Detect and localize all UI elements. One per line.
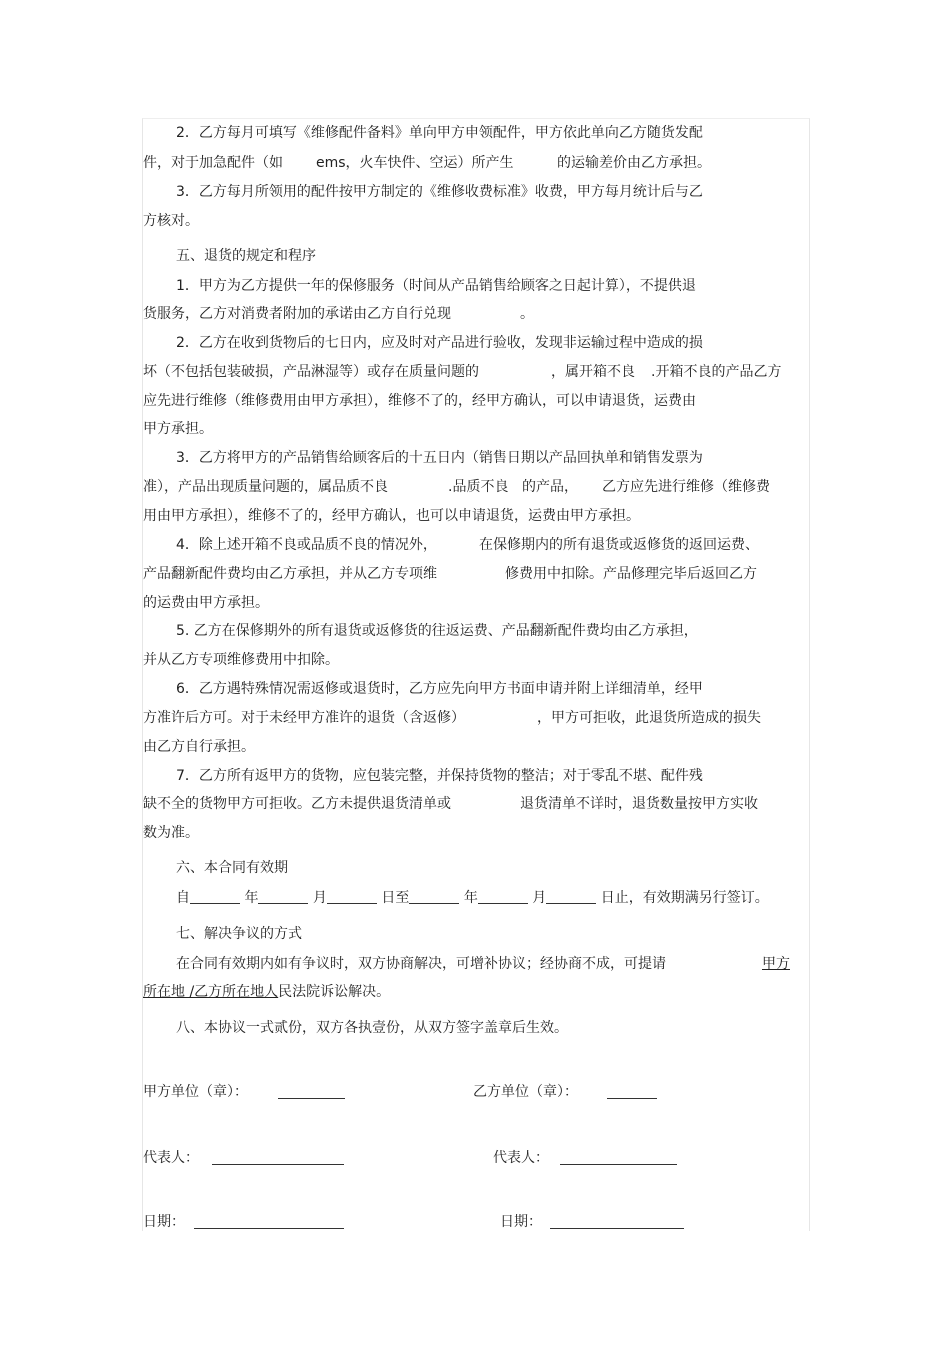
- date-a-label: 日期：: [143, 1214, 185, 1230]
- s4-p3-line1: 3．乙方每月所领用的配件按甲方制定的《维修收费标准》收费，甲方每月统计后与乙: [176, 184, 703, 200]
- s5-p7-line1: 7．乙方所有返甲方的货物，应包装完整，并保持货物的整洁；对于零乱不堪、配件残: [176, 768, 703, 784]
- s5-p4-line1a: 4．除上述开箱不良或品质不良的情况外，: [176, 537, 437, 553]
- party-a-unit-line[interactable]: [278, 1098, 345, 1099]
- s6-end-text: 日止，有效期满另行签订。: [600, 890, 769, 906]
- s5-p2-line3: 应先进行维修（维修费用由甲方承担），维修不了的，经甲方确认，可以申请退货，运费由: [143, 393, 696, 409]
- end-year-blank[interactable]: [409, 889, 459, 904]
- s5-p7-line2a: 缺不全的货物甲方可拒收。乙方未提供退货清单或: [143, 796, 451, 812]
- end-day-blank[interactable]: [546, 889, 596, 904]
- s5-p1-line2a: 货服务，乙方对消费者附加的承诺由乙方自行兑现: [143, 306, 451, 322]
- s6-from: 自: [176, 890, 190, 906]
- s5-p3-line2b: .品质不良: [448, 479, 509, 495]
- party-a-unit-label: 甲方单位（章）：: [143, 1084, 248, 1100]
- s6-validity-line: [176, 889, 769, 907]
- s6-day-to: 日至: [381, 890, 410, 906]
- s6-month: 月: [312, 890, 327, 906]
- s7-heading: 七、解决争议的方式: [176, 926, 302, 942]
- s5-p2-line2a: 坏（不包括包装破损，产品淋湿等）或存在质量问题的: [143, 364, 479, 380]
- date-a-line[interactable]: [194, 1228, 344, 1229]
- s7-line1: 在合同有效期内如有争议时，双方协商解决，可增补协议；经协商不成，可提请: [176, 956, 666, 972]
- s7-line2: [143, 983, 390, 1001]
- s5-p2-line2b: ，属开箱不良: [551, 364, 635, 380]
- s4-p2-line1: 2．乙方每月可填写《维修配件备料》单向甲方申领配件，甲方依此单向乙方随货发配: [176, 125, 703, 141]
- s5-p4-line2b: 修费用中扣除。产品修理完毕后返回乙方: [505, 566, 757, 582]
- s7-line2-underlined: 所在地 /乙方所在地人: [143, 984, 279, 1000]
- s4-p2-line2b: ems，火车快件、空运）所产生: [316, 155, 514, 171]
- date-b-label: 日期：: [500, 1214, 542, 1230]
- s5-p6-line3: 由乙方自行承担。: [143, 739, 255, 755]
- s5-p6-line2a: 方准许后方可。对于未经甲方准许的退货（含返修）: [143, 710, 465, 726]
- s5-p1-line1: 1．甲方为乙方提供一年的保修服务（时间从产品销售给顾客之日起计算），不提供退: [176, 278, 696, 294]
- s5-p4-line3: 的运费由甲方承担。: [143, 595, 269, 611]
- s5-p4-line1b: 在保修期内的所有退货或返修货的返回运费、: [479, 537, 759, 553]
- s5-p5-line1: 5. 乙方在保修期外的所有退货或返修货的往返运费、产品翻新配件费均由乙方承担，: [176, 623, 698, 639]
- rep-b-line[interactable]: [560, 1164, 677, 1165]
- s7-line1-underlined: 甲方: [762, 956, 790, 972]
- s6-heading: 六、本合同有效期: [176, 860, 288, 876]
- party-b-unit-label: 乙方单位（章）：: [473, 1084, 578, 1100]
- s4-p2-line2a: 件，对于加急配件（如: [143, 155, 283, 171]
- s5-p7-line3: 数为准。: [143, 825, 199, 841]
- s5-p7-line2b: 退货清单不详时，退货数量按甲方实收: [520, 796, 758, 812]
- s5-p2-line1: 2．乙方在收到货物后的七日内，应及时对产品进行验收，发现非运输过程中造成的损: [176, 335, 703, 351]
- s5-p6-line1: 6．乙方遇特殊情况需返修或退货时，乙方应先向甲方书面申请并附上详细清单，经甲: [176, 681, 703, 697]
- s5-p4-line2a: 产品翻新配件费均由乙方承担，并从乙方专项维: [143, 566, 437, 582]
- date-b-line[interactable]: [550, 1228, 684, 1229]
- s6-year: 年: [244, 890, 259, 906]
- s5-p3-line2d: 乙方应先进行维修（维修费: [602, 479, 770, 495]
- party-b-unit-line[interactable]: [607, 1098, 657, 1099]
- start-day-blank[interactable]: [327, 889, 377, 904]
- s5-heading: 五、退货的规定和程序: [176, 248, 316, 264]
- end-month-blank[interactable]: [478, 889, 528, 904]
- rep-a-label: 代表人：: [143, 1150, 199, 1166]
- s5-p3-line2a: 准），产品出现质量问题的，属品质不良: [143, 479, 388, 495]
- s5-p5-line2: 并从乙方专项维修费用中扣除。: [143, 652, 339, 668]
- s5-p1-line2b: 。: [520, 306, 534, 322]
- s6-month2: 月: [532, 890, 547, 906]
- s4-p3-line2: 方核对。: [143, 213, 199, 229]
- s8-text: 八、本协议一式贰份，双方各执壹份，从双方签字盖章后生效。: [176, 1020, 568, 1036]
- rep-b-label: 代表人：: [493, 1150, 549, 1166]
- start-year-blank[interactable]: [190, 889, 240, 904]
- s5-p3-line2c: 的产品，: [522, 479, 578, 495]
- s6-year2: 年: [463, 890, 478, 906]
- s5-p2-line4: 甲方承担。: [143, 421, 213, 437]
- start-month-blank[interactable]: [258, 889, 308, 904]
- rep-a-line[interactable]: [212, 1164, 344, 1165]
- s7-line2-rest: 民法院诉讼解决。: [278, 984, 391, 1000]
- s5-p2-line2c: .开箱不良的产品乙方: [651, 364, 782, 380]
- s5-p3-line1: 3．乙方将甲方的产品销售给顾客后的十五日内（销售日期以产品回执单和销售发票为: [176, 450, 703, 466]
- s5-p6-line2b: ，甲方可拒收，此退货所造成的损失: [537, 710, 761, 726]
- s5-p3-line3: 用由甲方承担），维修不了的，经甲方确认，也可以申请退货，运费由甲方承担。: [143, 508, 640, 524]
- s4-p2-line2c: 的运输差价由乙方承担。: [557, 155, 711, 171]
